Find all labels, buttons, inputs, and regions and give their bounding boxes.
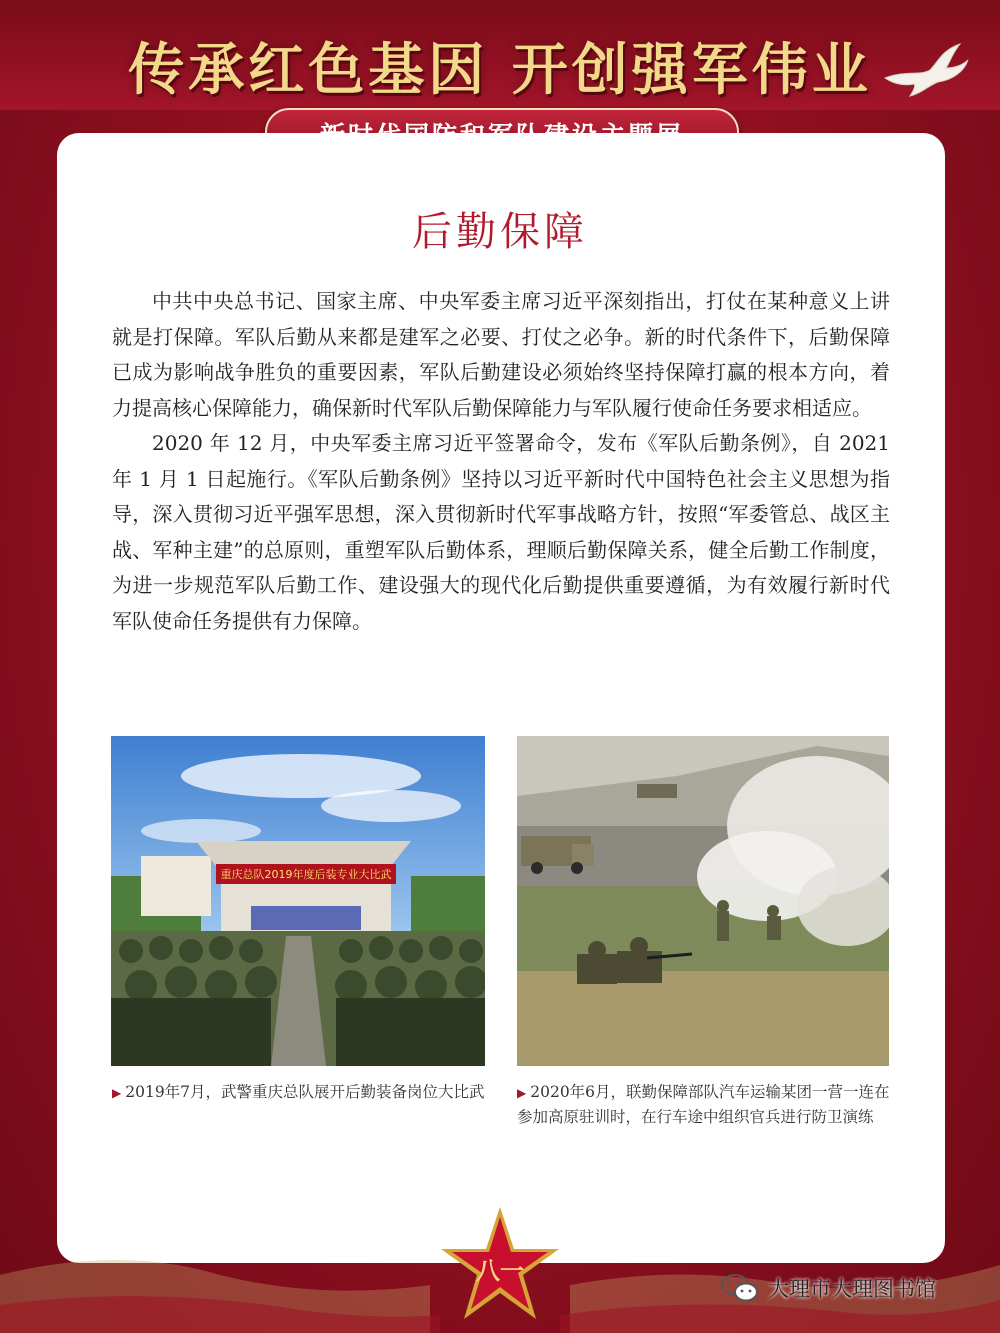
photo-equipment-competition bbox=[111, 736, 485, 1066]
photo-1-caption-text: 2019年7月，武警重庆总队展开后勤装备岗位大比武 bbox=[125, 1083, 485, 1101]
photo-1-illustration bbox=[111, 736, 485, 1066]
photo-2-caption bbox=[517, 1080, 893, 1129]
photo-2-illustration bbox=[517, 736, 889, 1066]
paragraph-1: 中共中央总书记、国家主席、中央军委主席习近平深刻指出，打仗在某种意义上讲就是打保障。军队后勤从来都是建军之必要、打仗之必争。新的时代条件下，后勤保障已成为影响战争胜负的重要因素，军队后勤建设必须始终坚持保障打赢的根本方向，着力提高核心保障能力，确保新时代军队后勤保障能力与军队履行使命任务要求相适应。 bbox=[112, 289, 890, 420]
paragraph-2: 2020 年 12 月，中央军委主席习近平签署命令，发布《军队后勤条例》，自 2021 年 1 月 1 日起施行。《军队后勤条例》坚持以习近平新时代中国特色社会主义思想为指导，深入贯彻习近平强军思想，深入贯彻新时代军事战略方针，按照“军委管总、战区主战、军种主建”的总原则，重塑军队后勤体系，理顺后勤保障关系，健全后勤工作制度，为进一步规范军队后勤工作、建设强大的现代化后勤提供重要遵循，为有效履行新时代军队使命任务提供有力保障。 bbox=[112, 431, 890, 633]
photo-banner-text: 重庆总队2019年度后装专业大比武 bbox=[220, 868, 392, 881]
emblem-text: 八一 bbox=[476, 1257, 524, 1285]
body-text bbox=[112, 284, 890, 639]
caption-marker-icon: ▶ bbox=[517, 1086, 527, 1100]
section-title: 后勤保障 bbox=[412, 209, 588, 255]
wechat-icon bbox=[720, 1272, 760, 1304]
dove-icon bbox=[880, 40, 970, 100]
photo-2-caption-text: 2020年6月，联勤保障部队汽车运输某团一营一连在参加高原驻训时，在行车途中组织官兵进行防卫演练 bbox=[517, 1083, 890, 1126]
watermark-text: 大理市大理图书馆 bbox=[768, 1277, 936, 1301]
bayi-star-emblem-icon bbox=[438, 1205, 562, 1323]
photo-defense-drill bbox=[517, 736, 889, 1066]
photo-1-caption bbox=[112, 1080, 488, 1105]
watermark bbox=[720, 1268, 936, 1308]
main-title: 传承红色基因 开创强军伟业 bbox=[128, 38, 872, 103]
caption-marker-icon: ▶ bbox=[112, 1086, 122, 1100]
